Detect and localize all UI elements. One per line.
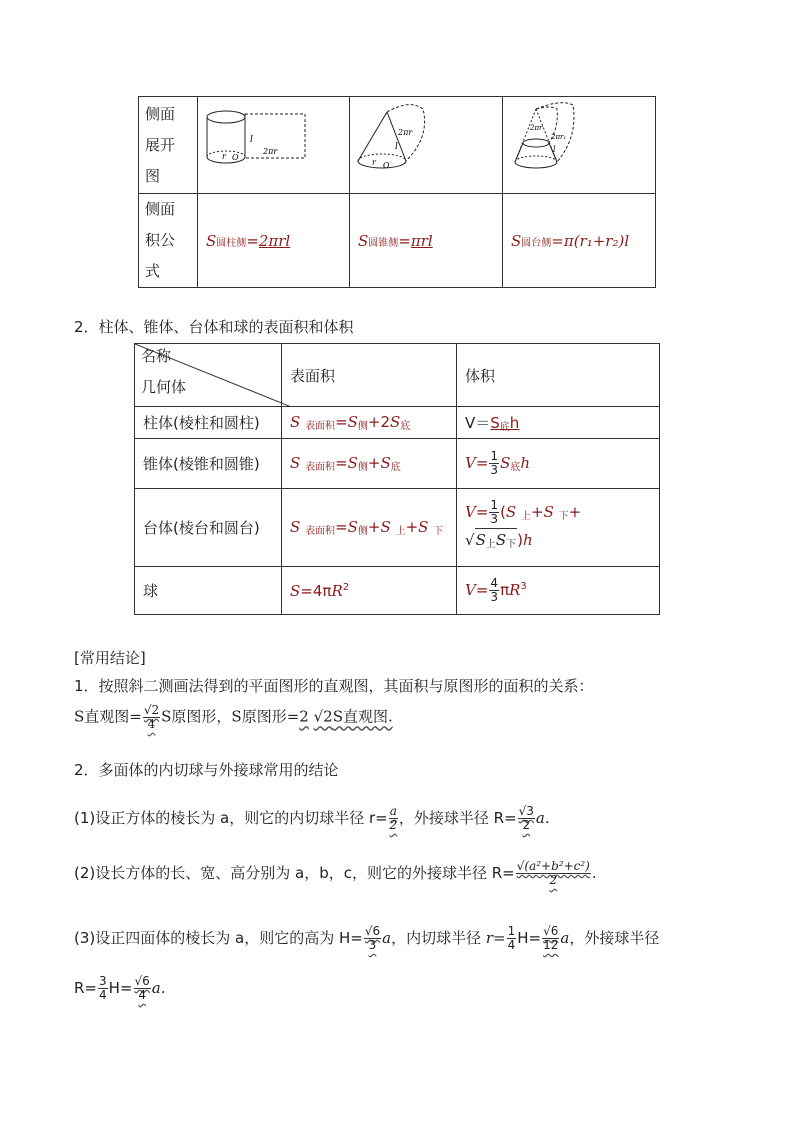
- c21-c: a.: [535, 809, 550, 827]
- c21-b: ，外接球半径 R=: [398, 809, 517, 827]
- frus-sub: 圆台侧: [521, 237, 552, 249]
- cone-r-label: r: [372, 158, 376, 167]
- cylinder-unfold-cell: [198, 97, 350, 194]
- frustum-2pir1-label: 2πr₁: [551, 133, 567, 141]
- row-sphere-area: $S=4\pi R^2$: [282, 567, 457, 615]
- lateral-surface-table: [138, 96, 656, 288]
- cyl-eq: =: [246, 231, 259, 250]
- cone-s: S: [358, 231, 369, 250]
- c23-rd: 4: [507, 938, 516, 952]
- c1-f1n: √2: [143, 703, 160, 717]
- conclusion-2-1: [74, 805, 550, 832]
- cyl-sub: 圆柱侧: [216, 237, 247, 249]
- conclusion-1: 1．按照斜二测画法得到的平面图形的直观图，其面积与原图形的面积的关系：: [74, 677, 594, 695]
- header-area: 表面积: [282, 344, 457, 407]
- frus-val: =π(r₁+r₂)l: [551, 231, 630, 250]
- conclusion-1-formula: [74, 704, 393, 731]
- cylinder-formula-cell: [198, 194, 350, 288]
- row-header-unfold: [139, 97, 198, 194]
- row-sphere-volume: V= $\frac{4}{3}$ $\pi R^3$: [457, 567, 660, 615]
- area-volume-table: [134, 343, 660, 615]
- c23-hd: 3: [368, 938, 377, 952]
- row-header-unfold-text: 侧面展开图: [145, 104, 176, 185]
- cyl-o-label: O: [232, 153, 239, 162]
- row-prism-area: S $_{表面积}=S_侧+2S_底$: [282, 407, 457, 439]
- c1-f1d: 4: [147, 717, 156, 731]
- c23-a: (3)设正四面体的棱长为 a，则它的高为 H=: [74, 929, 363, 947]
- header-diagonal-cell: [135, 344, 282, 407]
- frus-s: S: [511, 231, 522, 250]
- cone-val: πrl: [410, 231, 433, 250]
- c23-dn: 3: [99, 974, 107, 988]
- frustum-formula-cell: [503, 194, 656, 288]
- c23-dh: H=: [108, 979, 133, 997]
- conclusion-2: 2．多面体的内切球与外接球常用的结论: [74, 761, 339, 779]
- c23-dn2: √6: [134, 974, 150, 988]
- c23-d: R=: [74, 979, 97, 997]
- c1-s5: S直观图.: [332, 707, 393, 726]
- c23-r: r=: [485, 929, 506, 947]
- cone-2pir-label: 2πr: [398, 128, 413, 137]
- cylinder-unfold-figure: [198, 97, 349, 189]
- c22-fd: 2: [549, 873, 558, 887]
- cyl-l-label: l: [250, 135, 253, 145]
- cone-l-label: l: [395, 142, 398, 152]
- row-header-formula-text: 侧面积公式: [145, 200, 176, 280]
- frustum-2pir-label: 2πr: [530, 124, 543, 132]
- row-header-formula: [139, 194, 198, 288]
- frustum-unfold-figure: [503, 97, 655, 189]
- row-pyramid-name: 锥体(棱锥和圆锥): [135, 439, 282, 489]
- c23-ha: a: [382, 929, 392, 947]
- c1-s2: S原图形，S原图形=: [161, 707, 300, 726]
- c23-hn: √6: [364, 924, 381, 938]
- c21-fn: a: [389, 804, 397, 818]
- cone-unfold-figure: [350, 97, 502, 189]
- c23-dd: 4: [99, 988, 107, 1002]
- row-frustum-area: S $_{表面积}=S_侧+S$ $_上$+S $_下$: [282, 489, 457, 567]
- c21-gd: 2: [522, 818, 531, 832]
- cyl-s: S: [206, 231, 217, 250]
- cyl-val: 2πrl: [258, 231, 291, 250]
- c23-ra: a: [560, 929, 570, 947]
- cone-formula-cell: [350, 194, 503, 288]
- row-prism-volume: $V=S_底h$: [457, 407, 660, 439]
- c22-c: .: [591, 864, 597, 882]
- frustum-l-label: l: [553, 145, 556, 154]
- header-solid: 几何体: [141, 378, 187, 396]
- conclusion-2-2: [74, 860, 597, 887]
- c23-rn2: √6: [543, 924, 559, 938]
- cyl-2pir-label: 2πr: [263, 147, 278, 156]
- c21-a: (1)设正方体的棱长为 a，则它的内切球半径 r=: [74, 809, 388, 827]
- row-pyramid-area: S $_{表面积}=S_侧+S_底$: [282, 439, 457, 489]
- frustum-unfold-cell: [503, 97, 656, 194]
- cone-sub: 圆锥侧: [368, 237, 399, 249]
- c22-a: (2)设长方体的长、宽、高分别为 a，b，c，则它的外接球半径 R=: [74, 864, 515, 882]
- row-frustum-volume: V= $\frac{1}{3}$ (S $_上$+S $_下$+ $√S_上S_下)h$: [457, 489, 660, 567]
- section2-title: 2．柱体、锥体、台体和球的表面积和体积: [74, 318, 354, 336]
- cyl-r-label: r: [222, 152, 226, 161]
- c21-fd: 2: [389, 818, 398, 832]
- row-sphere-name: 球: [135, 567, 282, 615]
- c23-rn: 1: [507, 924, 516, 938]
- conclusion-2-3: [74, 925, 659, 952]
- c21-gn: √3: [518, 804, 534, 818]
- c22-fn: √(a²+b²+c²): [516, 859, 590, 873]
- conclusion-2-3-cont: [74, 975, 166, 1002]
- c23-dd2: 4: [138, 988, 146, 1002]
- row-prism-name: 柱体(棱柱和圆柱): [135, 407, 282, 439]
- c1-s1: S直观图=: [74, 707, 142, 726]
- row-frustum-name: 台体(棱台和圆台): [135, 489, 282, 567]
- c23-c: ，外接球半径: [569, 929, 660, 947]
- header-volume: 体积: [457, 344, 660, 407]
- header-name: 名称: [141, 347, 172, 365]
- c1-s3: 2: [299, 707, 309, 726]
- c23-da: a.: [151, 979, 166, 997]
- cone-o-label: O: [383, 161, 390, 170]
- row-pyramid-volume: V= $\frac{1}{3}$ $S_底h$: [457, 439, 660, 489]
- c23-rd2: 12: [543, 938, 559, 952]
- cone-unfold-cell: [350, 97, 503, 194]
- c23-rh: H=: [517, 929, 542, 947]
- cone-eq: =: [398, 231, 411, 250]
- conclusions-title: [常用结论]: [74, 649, 146, 667]
- c1-s4: √2: [313, 707, 333, 726]
- c23-b: ，内切球半径: [391, 929, 482, 947]
